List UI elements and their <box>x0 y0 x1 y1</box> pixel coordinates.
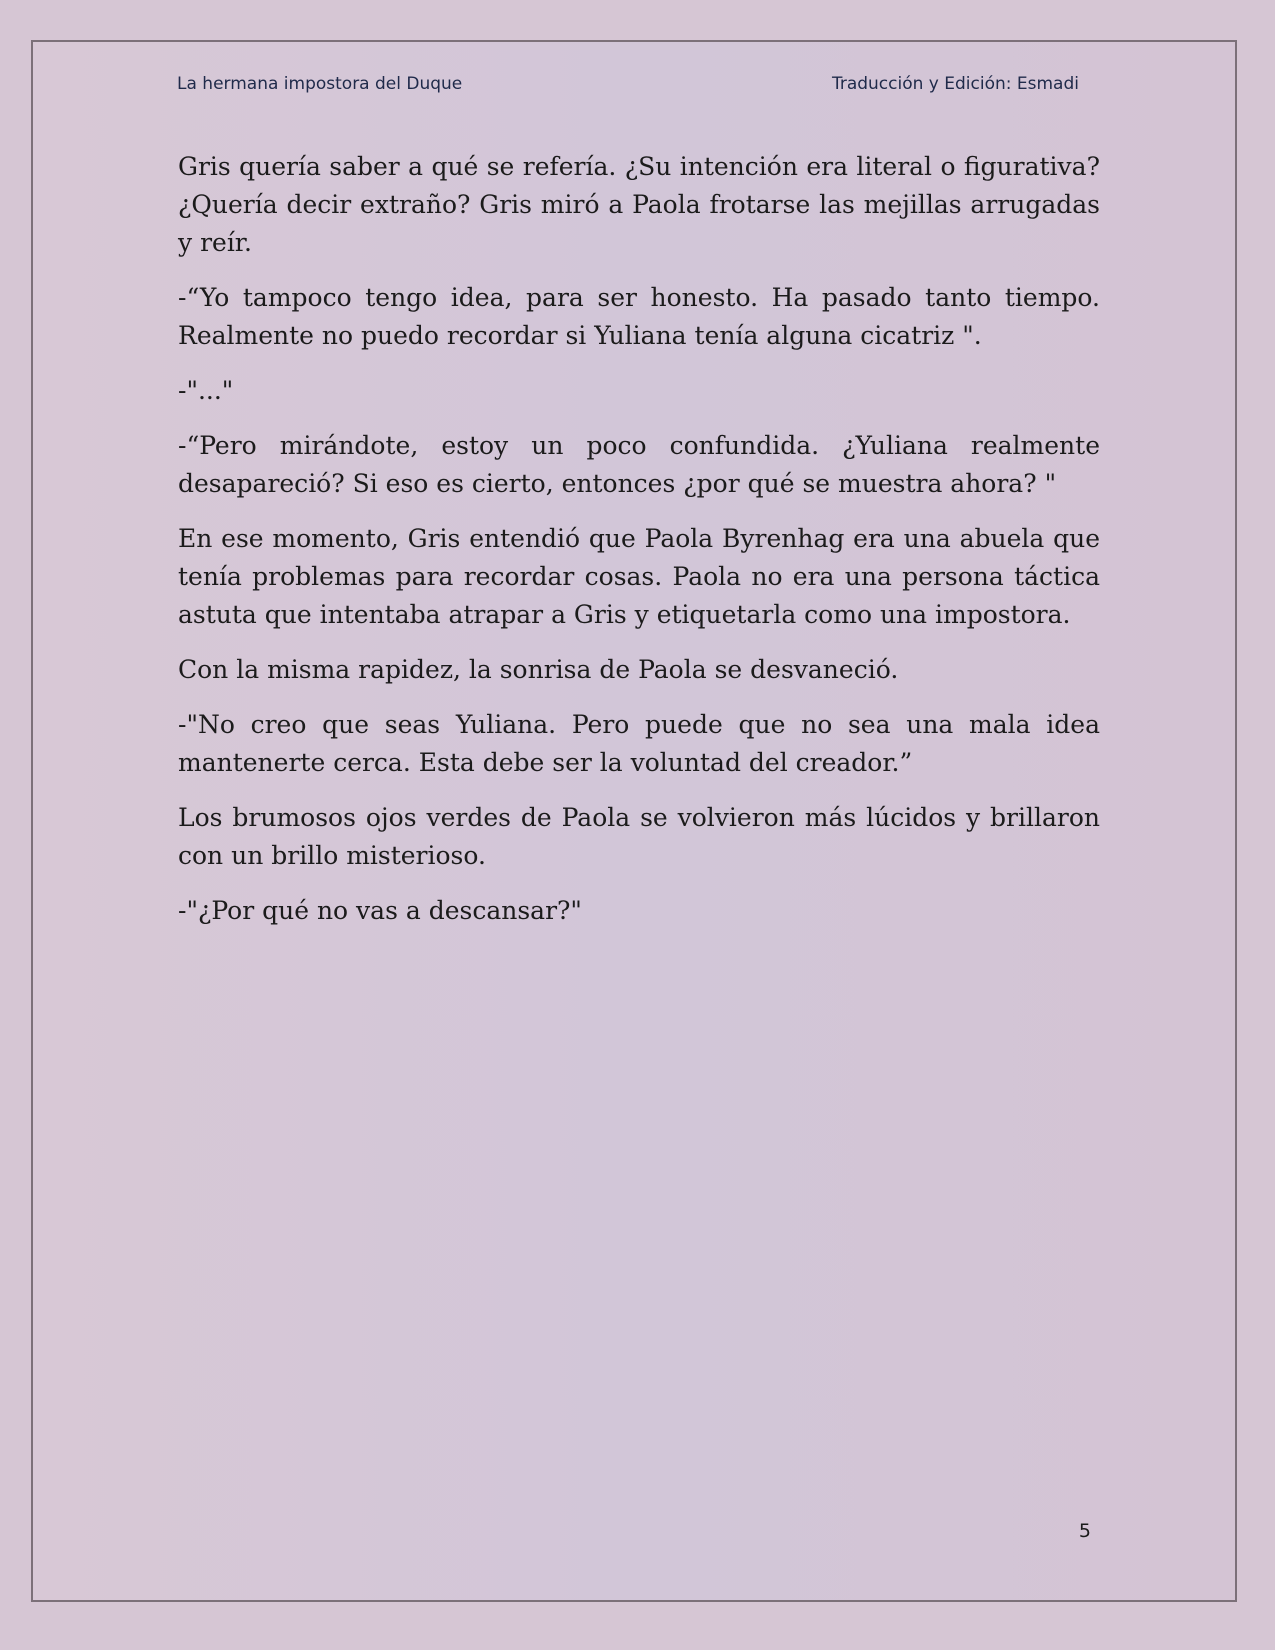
paragraph: -"No creo que seas Yuliana. Pero puede que no sea una mala idea mantenerte cerca. Esta debe ser la voluntad del creador.” <box>178 710 1100 777</box>
paragraph: Los brumosos ojos verdes de Paola se volvieron más lúcidos y brillaron con un brillo misterioso. <box>178 803 1100 870</box>
paragraph: Gris quería saber a qué se refería. ¿Su intención era literal o figurativa? ¿Quería decir extraño? Gris miró a Paola frotarse las mejillas arrugadas y reír. <box>178 152 1100 257</box>
document-page <box>31 40 1237 1602</box>
paragraph: Con la misma rapidez, la sonrisa de Paola se desvaneció. <box>178 655 899 684</box>
page-body <box>178 148 1100 947</box>
header-credits: Traducción y Edición: Esmadi <box>831 74 1079 94</box>
page-header <box>177 74 1079 94</box>
header-book-title: La hermana impostora del Duque <box>177 74 463 94</box>
paragraph: -"¿Por qué no vas a descansar?" <box>178 896 582 925</box>
page-number: 5 <box>1078 1520 1091 1542</box>
paragraph: -“Pero mirándote, estoy un poco confundida. ¿Yuliana realmente desapareció? Si eso es cierto, entonces ¿por qué se muestra ahora? " <box>178 431 1100 498</box>
paragraph: -"..." <box>178 376 234 405</box>
paragraph: En ese momento, Gris entendió que Paola Byrenhag era una abuela que tenía problemas para recordar cosas. Paola no era una persona táctica astuta que intentaba atrapar a Gris y etiquetarla como una impostora. <box>178 524 1100 629</box>
paragraph: -“Yo tampoco tengo idea, para ser honesto. Ha pasado tanto tiempo. Realmente no puedo recordar si Yuliana tenía alguna cicatriz ". <box>178 283 1100 350</box>
